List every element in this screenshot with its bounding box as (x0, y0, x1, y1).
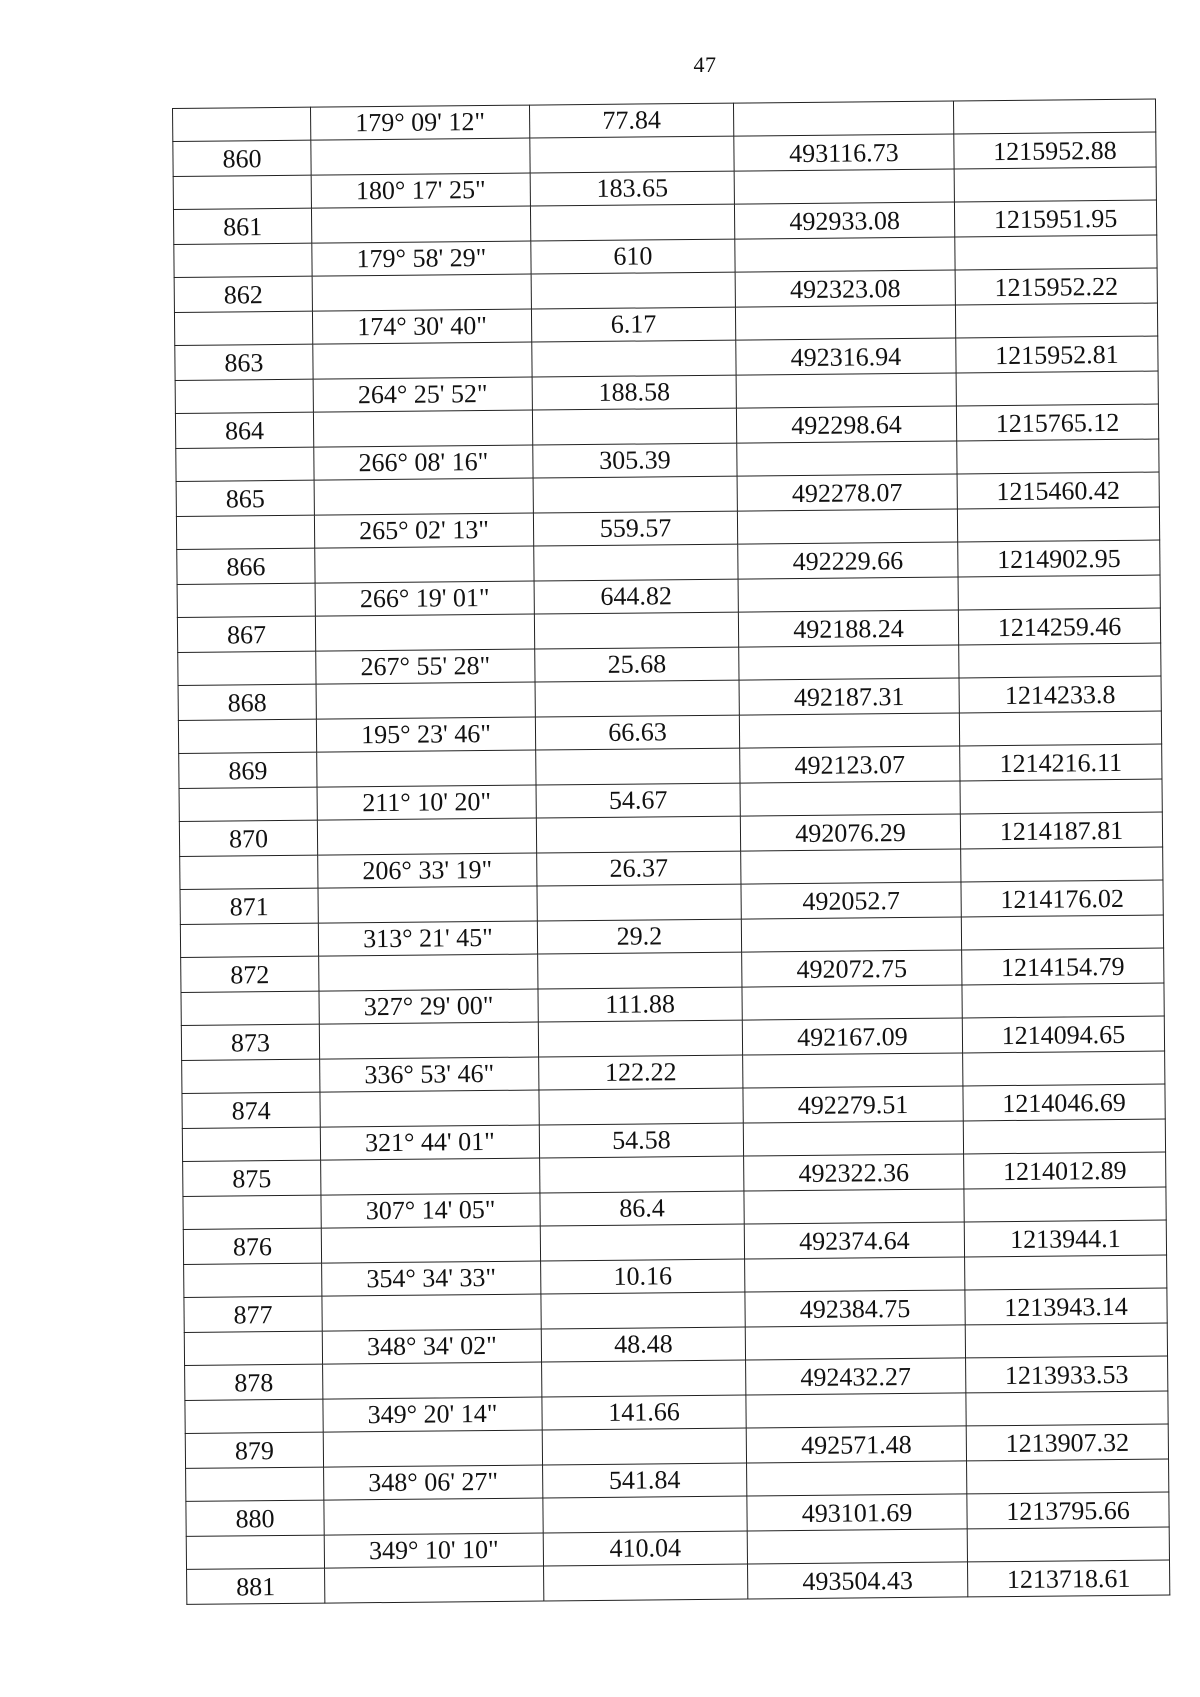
station-cell: 861 (173, 208, 311, 244)
northing-cell (743, 1053, 963, 1088)
distance-cell: 141.66 (542, 1395, 746, 1430)
easting-cell: 1215460.42 (957, 472, 1159, 509)
easting-cell (959, 643, 1161, 678)
bearing-cell: 180° 17' 25" (311, 173, 530, 208)
bearing-cell: 313° 21' 45" (318, 921, 537, 956)
station-cell (186, 1467, 324, 1501)
easting-cell: 1215952.22 (955, 268, 1157, 305)
easting-cell: 1213718.61 (967, 1560, 1169, 1597)
easting-cell (955, 303, 1157, 338)
bearing-cell (325, 1566, 544, 1603)
bearing-cell (317, 818, 536, 855)
bearing-cell (320, 1090, 539, 1127)
northing-cell (737, 509, 957, 544)
distance-cell (535, 680, 739, 717)
easting-cell (957, 439, 1159, 474)
station-cell: 862 (174, 276, 312, 312)
distance-cell (540, 1156, 744, 1193)
northing-cell (747, 1461, 967, 1496)
bearing-cell (321, 1158, 540, 1195)
table-body (173, 99, 1170, 1604)
bearing-cell: 349° 10' 10" (324, 1533, 543, 1568)
distance-cell (536, 816, 740, 853)
easting-cell: 1214012.89 (964, 1152, 1166, 1189)
station-cell (182, 1127, 320, 1161)
distance-cell (538, 1020, 742, 1057)
station-cell: 866 (177, 548, 315, 584)
bearing-cell (314, 478, 533, 515)
easting-cell (955, 235, 1157, 270)
station-cell (180, 923, 318, 957)
northing-cell: 493101.69 (747, 1494, 967, 1531)
distance-cell (530, 204, 734, 241)
easting-cell (954, 167, 1156, 202)
station-cell (173, 107, 311, 141)
easting-cell: 1214176.02 (961, 880, 1163, 917)
northing-cell: 492279.51 (743, 1086, 963, 1123)
northing-cell: 492432.27 (746, 1358, 966, 1395)
survey-coordinates-table (172, 99, 1170, 1605)
northing-cell: 493504.43 (748, 1562, 968, 1599)
station-cell: 870 (179, 820, 317, 856)
easting-cell: 1214046.69 (963, 1084, 1165, 1121)
northing-cell (739, 713, 959, 748)
station-cell (179, 787, 317, 821)
northing-cell: 493116.73 (734, 134, 954, 171)
easting-cell (964, 1187, 1166, 1222)
bearing-cell: 206° 33' 19" (318, 853, 537, 888)
station-cell: 879 (185, 1432, 323, 1468)
station-cell: 871 (180, 888, 318, 924)
northing-cell (745, 1325, 965, 1360)
station-cell: 872 (181, 956, 319, 992)
northing-cell (736, 373, 956, 408)
distance-cell (542, 1360, 746, 1397)
station-cell: 869 (179, 752, 317, 788)
station-cell: 880 (186, 1500, 324, 1536)
station-cell (180, 855, 318, 889)
bearing-cell (319, 954, 538, 991)
distance-cell: 559.57 (533, 511, 737, 546)
distance-cell: 54.67 (536, 783, 740, 818)
station-cell (184, 1263, 322, 1297)
distance-cell (543, 1496, 747, 1533)
station-cell (178, 719, 316, 753)
bearing-cell (313, 410, 532, 447)
northing-cell: 492316.94 (736, 338, 956, 375)
distance-cell: 305.39 (533, 443, 737, 478)
station-cell: 867 (177, 616, 315, 652)
northing-cell (743, 1121, 963, 1156)
distance-cell (537, 884, 741, 921)
station-cell: 878 (185, 1364, 323, 1400)
distance-cell (531, 272, 735, 309)
bearing-cell: 336° 53' 46" (320, 1057, 539, 1092)
bearing-cell (317, 750, 536, 787)
easting-cell: 1214902.95 (958, 540, 1160, 577)
bearing-cell: 348° 06' 27" (324, 1465, 543, 1500)
easting-cell: 1214233.8 (959, 676, 1161, 713)
bearing-cell: 179° 58' 29" (312, 241, 531, 276)
distance-cell: 48.48 (541, 1327, 745, 1362)
easting-cell: 1213944.1 (964, 1220, 1166, 1257)
distance-cell: 25.68 (535, 647, 739, 682)
bearing-cell: 348° 34' 02" (322, 1329, 541, 1364)
distance-cell: 54.58 (539, 1123, 743, 1158)
northing-cell: 492323.08 (735, 270, 955, 307)
bearing-cell (318, 886, 537, 923)
station-cell (184, 1331, 322, 1365)
station-cell: 875 (183, 1160, 321, 1196)
northing-cell: 492933.08 (734, 202, 954, 239)
northing-cell (744, 1189, 964, 1224)
northing-cell: 492374.64 (744, 1222, 964, 1259)
easting-cell: 1215765.12 (956, 404, 1158, 441)
distance-cell (542, 1428, 746, 1465)
bearing-cell (315, 614, 534, 651)
distance-cell (533, 476, 737, 513)
station-cell: 865 (176, 480, 314, 516)
station-cell (173, 175, 311, 209)
station-cell (175, 379, 313, 413)
northing-cell: 492298.64 (736, 406, 956, 443)
station-cell (174, 243, 312, 277)
distance-cell (536, 748, 740, 785)
distance-cell: 183.65 (530, 171, 734, 206)
bearing-cell: 195° 23' 46" (316, 717, 535, 752)
easting-cell (965, 1255, 1167, 1290)
bearing-cell (322, 1294, 541, 1331)
bearing-cell: 267° 55' 28" (316, 649, 535, 684)
northing-cell: 492052.7 (741, 882, 961, 919)
northing-cell: 492123.07 (740, 746, 960, 783)
distance-cell (541, 1292, 745, 1329)
station-cell: 863 (175, 344, 313, 380)
distance-cell: 86.4 (540, 1191, 744, 1226)
distance-cell: 6.17 (531, 307, 735, 342)
easting-cell: 1214154.79 (962, 948, 1164, 985)
station-cell: 877 (184, 1296, 322, 1332)
easting-cell: 1215952.88 (954, 132, 1156, 169)
distance-cell: 644.82 (534, 579, 738, 614)
easting-cell (963, 1119, 1165, 1154)
easting-cell: 1213907.32 (966, 1424, 1168, 1461)
station-cell: 868 (178, 684, 316, 720)
northing-cell (741, 849, 961, 884)
northing-cell (739, 645, 959, 680)
bearing-cell (313, 342, 532, 379)
station-cell (177, 583, 315, 617)
northing-cell: 492278.07 (737, 474, 957, 511)
distance-cell: 10.16 (541, 1259, 745, 1294)
northing-cell (735, 237, 955, 272)
northing-cell (735, 305, 955, 340)
bearing-cell: 307° 14' 05" (321, 1193, 540, 1228)
northing-cell: 492072.75 (742, 950, 962, 987)
easting-cell: 1214094.65 (962, 1016, 1164, 1053)
station-cell: 873 (181, 1024, 319, 1060)
northing-cell (734, 169, 954, 204)
bearing-cell (324, 1498, 543, 1535)
bearing-cell (323, 1430, 542, 1467)
easting-cell (961, 847, 1163, 882)
bearing-cell: 321° 44' 01" (320, 1125, 539, 1160)
bearing-cell (321, 1226, 540, 1263)
northing-cell (745, 1257, 965, 1292)
station-cell (186, 1535, 324, 1569)
bearing-cell: 354° 34' 33" (322, 1261, 541, 1296)
easting-cell (959, 711, 1161, 746)
distance-cell (532, 340, 736, 377)
distance-cell (530, 136, 734, 173)
distance-cell: 29.2 (537, 919, 741, 954)
northing-cell (747, 1529, 967, 1564)
northing-cell (733, 101, 953, 136)
station-cell (176, 447, 314, 481)
distance-cell: 541.84 (543, 1463, 747, 1498)
northing-cell (738, 577, 958, 612)
northing-cell (741, 917, 961, 952)
bearing-cell (311, 206, 530, 243)
station-cell: 860 (173, 140, 311, 176)
page-number: 47 (693, 52, 717, 77)
easting-cell: 1214259.46 (958, 608, 1160, 645)
bearing-cell: 266° 08' 16" (314, 445, 533, 480)
station-cell (185, 1399, 323, 1433)
northing-cell (746, 1393, 966, 1428)
easting-cell (967, 1459, 1169, 1494)
distance-cell (540, 1224, 744, 1261)
northing-cell: 492571.48 (746, 1426, 966, 1463)
easting-cell: 1213933.53 (966, 1356, 1168, 1393)
bearing-cell: 349° 20' 14" (323, 1397, 542, 1432)
easting-cell (963, 1051, 1165, 1086)
easting-cell (957, 507, 1159, 542)
distance-cell (534, 612, 738, 649)
station-cell: 881 (187, 1568, 325, 1604)
distance-cell: 66.63 (535, 715, 739, 750)
easting-cell: 1215951.95 (954, 200, 1156, 237)
easting-cell (960, 779, 1162, 814)
easting-cell (962, 983, 1164, 1018)
easting-cell (966, 1391, 1168, 1426)
easting-cell: 1214187.81 (960, 812, 1162, 849)
easting-cell (961, 915, 1163, 950)
distance-cell (534, 544, 738, 581)
station-cell (183, 1195, 321, 1229)
northing-cell: 492384.75 (745, 1290, 965, 1327)
easting-cell (956, 371, 1158, 406)
distance-cell: 26.37 (537, 851, 741, 886)
distance-cell (539, 1088, 743, 1125)
station-cell (182, 1059, 320, 1093)
bearing-cell (315, 546, 534, 583)
northing-cell: 492322.36 (744, 1154, 964, 1191)
easting-cell: 1214216.11 (960, 744, 1162, 781)
northing-cell (742, 985, 962, 1020)
easting-cell: 1215952.81 (956, 336, 1158, 373)
distance-cell: 188.58 (532, 375, 736, 410)
bearing-cell: 174° 30' 40" (312, 309, 531, 344)
northing-cell: 492229.66 (738, 542, 958, 579)
distance-cell: 410.04 (543, 1531, 747, 1566)
northing-cell: 492187.31 (739, 678, 959, 715)
easting-cell: 1213943.14 (965, 1288, 1167, 1325)
station-cell: 876 (183, 1228, 321, 1264)
northing-cell (737, 441, 957, 476)
bearing-cell (319, 1022, 538, 1059)
bearing-cell: 264° 25' 52" (313, 377, 532, 412)
easting-cell (967, 1527, 1169, 1562)
bearing-cell (323, 1362, 542, 1399)
northing-cell: 492076.29 (740, 814, 960, 851)
distance-cell: 610 (531, 239, 735, 274)
distance-cell (538, 952, 742, 989)
distance-cell: 77.84 (529, 103, 733, 138)
easting-cell (965, 1323, 1167, 1358)
easting-cell (953, 99, 1155, 134)
bearing-cell: 211° 10' 20" (317, 785, 536, 820)
bearing-cell (316, 682, 535, 719)
station-cell: 864 (175, 412, 313, 448)
distance-cell (532, 408, 736, 445)
station-cell: 874 (182, 1092, 320, 1128)
station-cell (174, 311, 312, 345)
bearing-cell: 327° 29' 00" (319, 989, 538, 1024)
easting-cell: 1213795.66 (967, 1492, 1169, 1529)
distance-cell: 111.88 (538, 987, 742, 1022)
easting-cell (958, 575, 1160, 610)
northing-cell (740, 781, 960, 816)
bearing-cell: 179° 09' 12" (310, 105, 529, 140)
northing-cell: 492167.09 (742, 1018, 962, 1055)
station-cell (181, 991, 319, 1025)
distance-cell: 122.22 (539, 1055, 743, 1090)
bearing-cell: 265° 02' 13" (314, 513, 533, 548)
northing-cell: 492188.24 (738, 610, 958, 647)
distance-cell (544, 1564, 748, 1601)
station-cell (178, 651, 316, 685)
bearing-cell: 266° 19' 01" (315, 581, 534, 616)
bearing-cell (311, 138, 530, 175)
bearing-cell (312, 274, 531, 311)
station-cell (176, 515, 314, 549)
